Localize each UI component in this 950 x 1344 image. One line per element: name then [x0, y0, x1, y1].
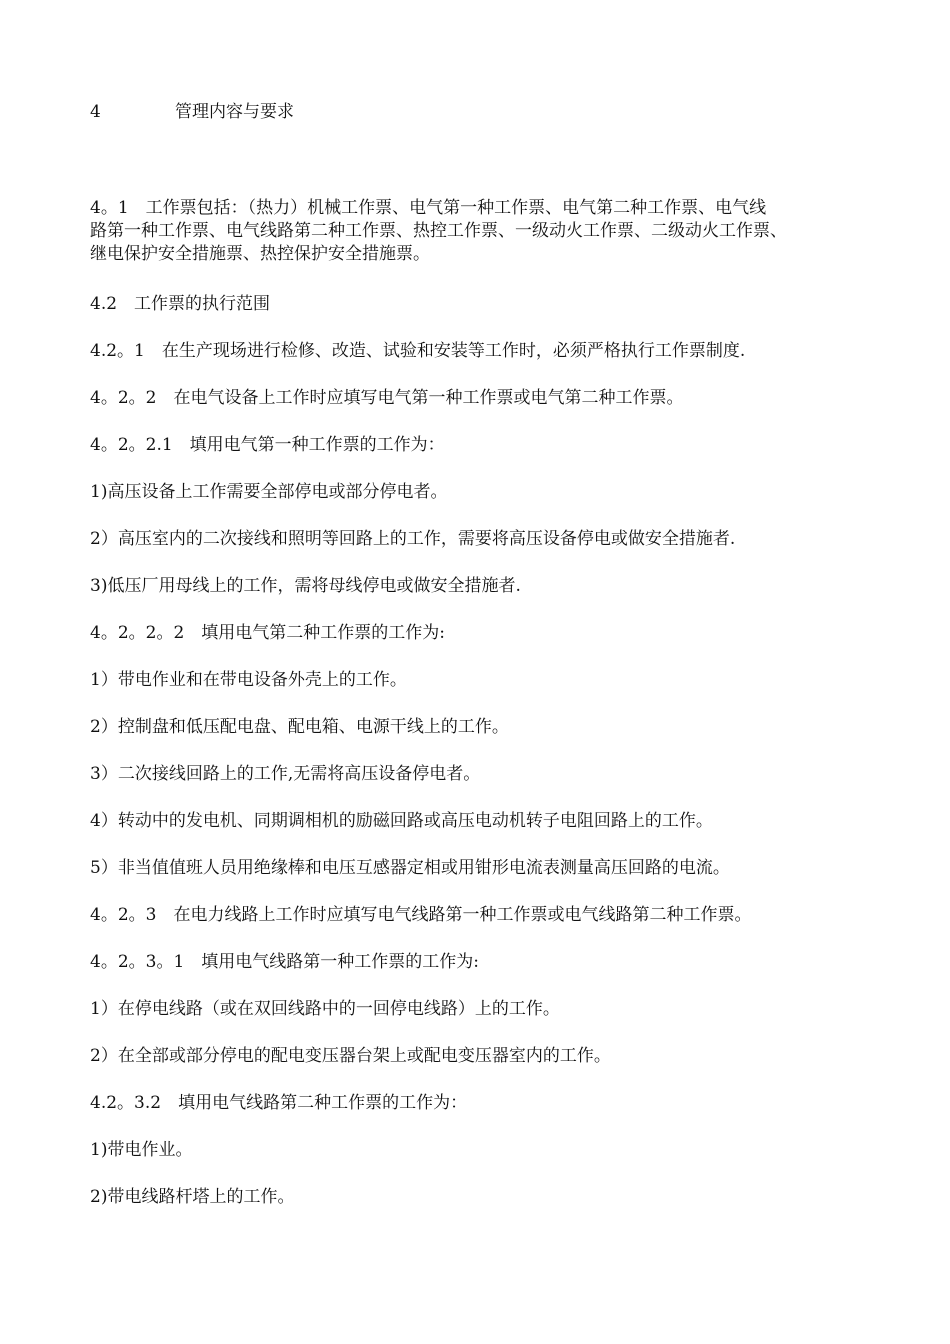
list-item: 2）控制盘和低压配电盘、配电箱、电源干线上的工作。	[90, 717, 509, 737]
section-title: 管理内容与要求	[175, 102, 294, 122]
paragraph-4-2-2: 4。2。2 在电气设备上工作时应填写电气第一种工作票或电气第二种工作票。	[90, 388, 684, 408]
list-item: 1)带电作业。	[90, 1140, 193, 1160]
paragraph-4-2: 4.2 工作票的执行范围	[90, 294, 271, 314]
list-item: 1）在停电线路（或在双回线路中的一回停电线路）上的工作。	[90, 999, 560, 1019]
list-item: 4）转动中的发电机、同期调相机的励磁回路或高压电动机转子电阻回路上的工作。	[90, 811, 713, 831]
list-item: 2）在全部或部分停电的配电变压器台架上或配电变压器室内的工作。	[90, 1046, 611, 1066]
list-item: 3)低压厂用母线上的工作，需将母线停电或做安全措施者.	[90, 576, 521, 596]
paragraph-4-2-3-1: 4。2。3。1 填用电气线路第一种工作票的工作为:	[90, 952, 479, 972]
paragraph-4-2-2-1: 4。2。2.1 填用电气第一种工作票的工作为：	[90, 435, 445, 455]
paragraph-line: 路第一种工作票、电气线路第二种工作票、热控工作票、一级动火工作票、二级动火工作票、	[90, 221, 787, 241]
paragraph-4-2-3-2: 4.2。3.2 填用电气线路第二种工作票的工作为：	[90, 1093, 468, 1113]
paragraph-4-2-1: 4.2。1 在生产现场进行检修、改造、试验和安装等工作时，必须严格执行工作票制度.	[90, 341, 746, 361]
paragraph-line: 继电保护安全措施票、热控保护安全措施票。	[90, 244, 430, 264]
paragraph-4-2-2-2: 4。2。2。2 填用电气第二种工作票的工作为:	[90, 623, 445, 643]
list-item: 2)带电线路杆塔上的工作。	[90, 1187, 295, 1207]
list-item: 5）非当值值班人员用绝缘棒和电压互感器定相或用钳形电流表测量高压回路的电流。	[90, 858, 730, 878]
paragraph-4-1	[90, 197, 870, 266]
list-item: 2）高压室内的二次接线和照明等回路上的工作，需要将高压设备停电或做安全措施者.	[90, 529, 736, 549]
paragraph-line: 4。1 工作票包括：（热力）机械工作票、电气第一种工作票、电气第二种工作票、电气线	[90, 198, 767, 218]
list-item: 1)高压设备上工作需要全部停电或部分停电者。	[90, 482, 448, 502]
list-item: 1）带电作业和在带电设备外壳上的工作。	[90, 670, 407, 690]
list-item: 3）二次接线回路上的工作,无需将高压设备停电者。	[90, 764, 481, 784]
section-number: 4	[90, 102, 101, 122]
paragraph-4-2-3: 4。2。3 在电力线路上工作时应填写电气线路第一种工作票或电气线路第二种工作票。	[90, 905, 752, 925]
